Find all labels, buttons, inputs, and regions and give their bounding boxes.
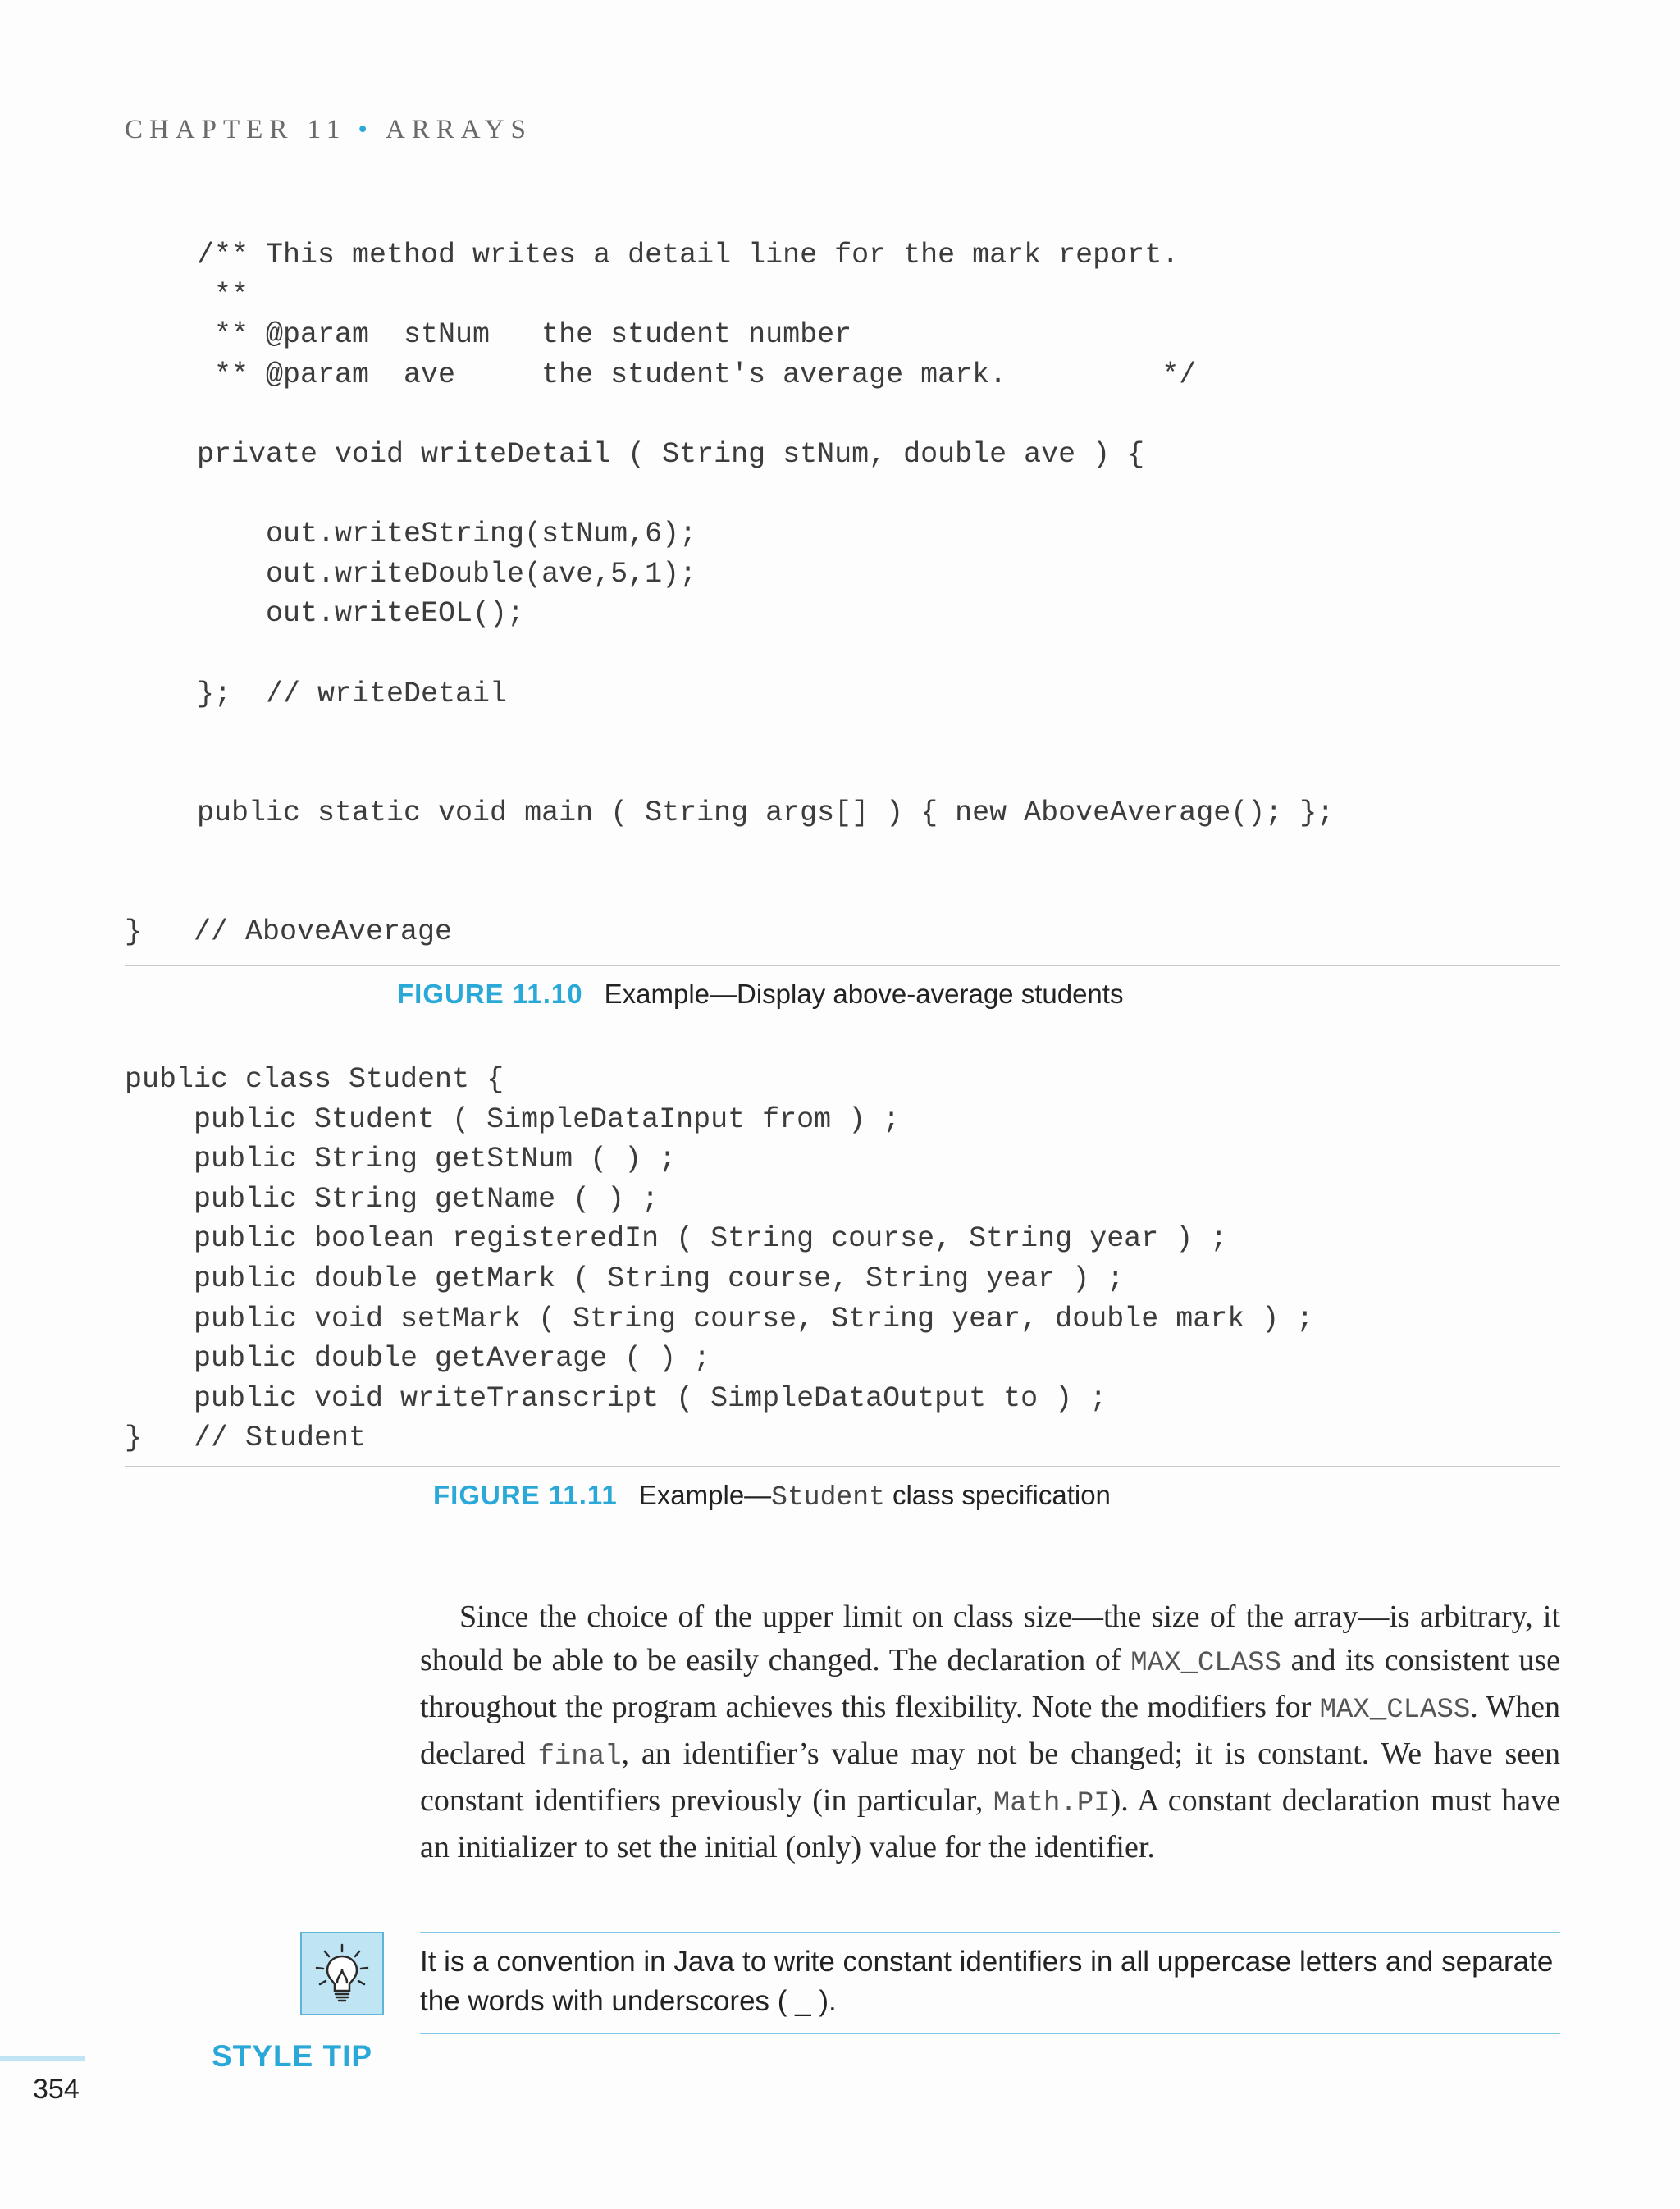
paragraph-text: . When declared: [420, 1690, 1560, 1771]
figure-caption-text: Example—Display above-average students: [604, 979, 1124, 1009]
style-tip-label: STYLE TIP: [212, 2039, 373, 2073]
style-tip-bottom-rule: [420, 2033, 1560, 2034]
style-tip-text: It is a convention in Java to write constant identifiers in all uppercase letters and separate the words with underscores ( _ ).: [420, 1946, 1554, 2017]
chapter-title: ARRAYS: [385, 115, 532, 144]
figure-caption-11-11: [433, 1480, 1111, 1513]
code-inline: MAX_CLASS: [1319, 1695, 1471, 1726]
running-header: [125, 115, 532, 145]
header-separator: •: [358, 115, 374, 144]
code-inline: final: [537, 1741, 622, 1773]
code-block-student-class: public class Student { public Student ( SimpleDataInput from ) ; public String getStNum ( ) ; public String getName ( ) ; public boolean registeredIn ( String course, String year ) ; public double getMark ( String course, String year ) ; public void setMark ( String course, String year, double mark ) ; public double getAverage ( ) ; public void writeTranscript ( SimpleDataOutput to ) ; } // Student: [125, 1063, 1314, 1455]
figure-label: FIGURE 11.10: [397, 979, 583, 1009]
paragraph-text: Since the choice of the upper limit on class size—the size of the array—is arbitrary, it should be able to be easily changed. The declaration of: [420, 1600, 1560, 1677]
page-number-bar: [0, 2056, 85, 2061]
code-inline: MAX_CLASS: [1130, 1648, 1281, 1679]
figure-rule-2: [125, 1466, 1560, 1467]
code-block-class-end: } // AboveAverage: [125, 915, 453, 948]
figure-label: FIGURE 11.11: [433, 1480, 618, 1510]
figure-caption-post: class specification: [884, 1480, 1111, 1510]
paragraph-text: and its consistent use throughout the program achieves this flexibility. Note the modifiers for: [420, 1643, 1561, 1724]
lightbulb-icon: [300, 1932, 384, 2015]
figure-caption-pre: Example—: [638, 1480, 772, 1510]
style-tip-top-rule: [420, 1932, 1560, 1933]
page-number: 354: [33, 2074, 80, 2105]
code-inline: Math.PI: [993, 1788, 1111, 1819]
chapter-label: CHAPTER 11: [125, 115, 347, 144]
figure-caption-11-10: [397, 979, 1123, 1010]
code-block-write-detail: /** This method writes a detail line for the mark report. ** ** @param stNum the student number ** @param ave the student's average mark. */ private void writeDetail ( String stNum, double ave ) { out.writeString(stNum,6); out.writeDouble(ave,5,1); out.writeEOL(); }; // writeDetail public static void main ( String args[] ) { new AboveAverage(); };: [197, 239, 1335, 830]
figure-rule-1: [125, 965, 1560, 966]
paragraph-text: ). A constant declaration must have an initializer to set the initial (only) value for the identifier.: [420, 1783, 1560, 1864]
figure-caption-code: Student: [771, 1482, 885, 1513]
paragraph-text: , an identifier’s value may not be changed; it is constant. We have seen constant identifiers previously (in particular,: [420, 1737, 1560, 1818]
body-paragraph: [420, 1595, 1560, 1869]
